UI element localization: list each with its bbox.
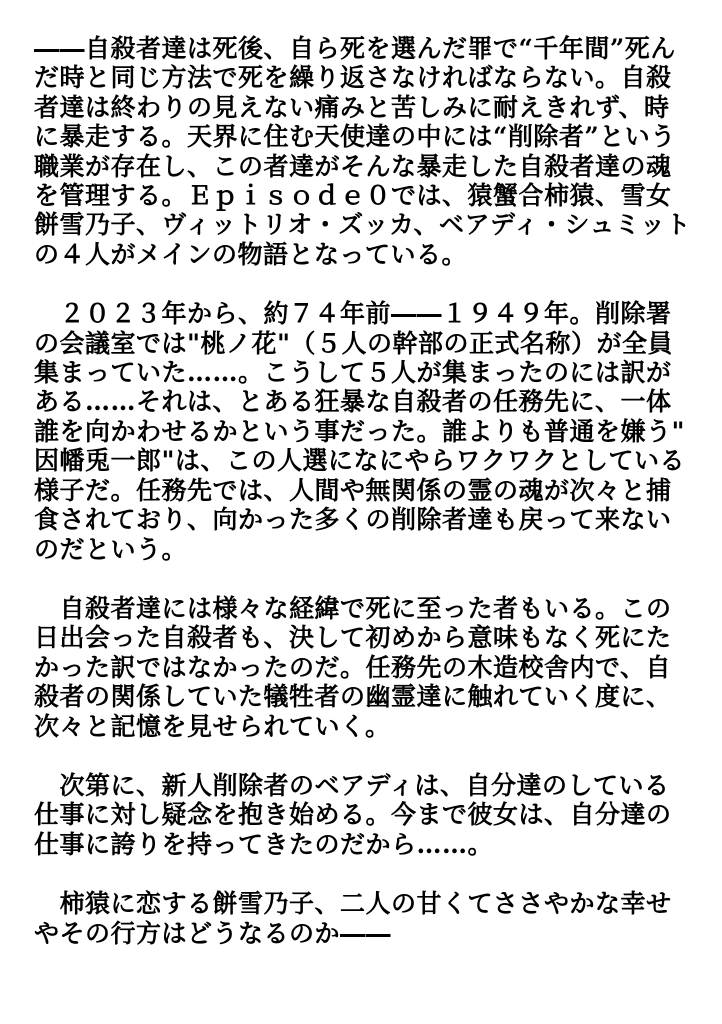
- romance-paragraph: 柿猿に恋する餅雪乃子、二人の甘くてささやかな幸せやその行方はどうなるのか――: [34, 889, 672, 948]
- synopsis-page: [34, 34, 692, 978]
- suicide-memories-paragraph: 自殺者達には様々な経緯で死に至った者もいる。この日出会った自殺者も、決して初めから意味もなく死にたかった訳ではなかったのだ。任務先の木造校舎内で、自殺者の関係していた犠牲者の幽霊達に触れていく度に、次々と記憶を見せられていく。: [34, 593, 672, 741]
- intro-paragraph: ――自殺者達は死後、自ら死を選んだ罪で“千年間”死んだ時と同じ方法で死を繰り返さなければならない。自殺者達は終わりの見えない痛みと苦しみに耐えきれず、時に暴走する。天界に住む天使達の中には“削除者”という職業が存在し、この者達がそんな暴走した自殺者達の魂を管理する。Ｅｐｉｓｏｄｅ０では、猿蟹合柿猿、雪女餅雪乃子、ヴィットリオ・ズッカ、ベアディ・シュミットの４人がメインの物語となっている。: [34, 34, 692, 269]
- beardy-doubt-paragraph: 次第に、新人削除者のベアディは、自分達のしている仕事に対し疑念を抱き始める。今まで彼女は、自分達の仕事に誇りを持ってきたのだから……。: [34, 770, 672, 859]
- plot-paragraph-1949: ２０２３年から、約７４年前――１９４９年。削除署の会議室では"桃ノ花"（５人の幹部の正式名称）が全員集まっていた……。こうして５人が集まったのには訳がある……それは、とある狂暴な自殺者の任務先に、一体誰を向かわせるかという事だった。誰よりも普通を嫌う"因幡兎一郎"は、この人選になにやらワクワクとしている様子だ。任務先では、人間や無関係の霊の魂が次々と捕食されており、向かった多くの削除者達も戻って来ないのだという。: [34, 299, 686, 564]
